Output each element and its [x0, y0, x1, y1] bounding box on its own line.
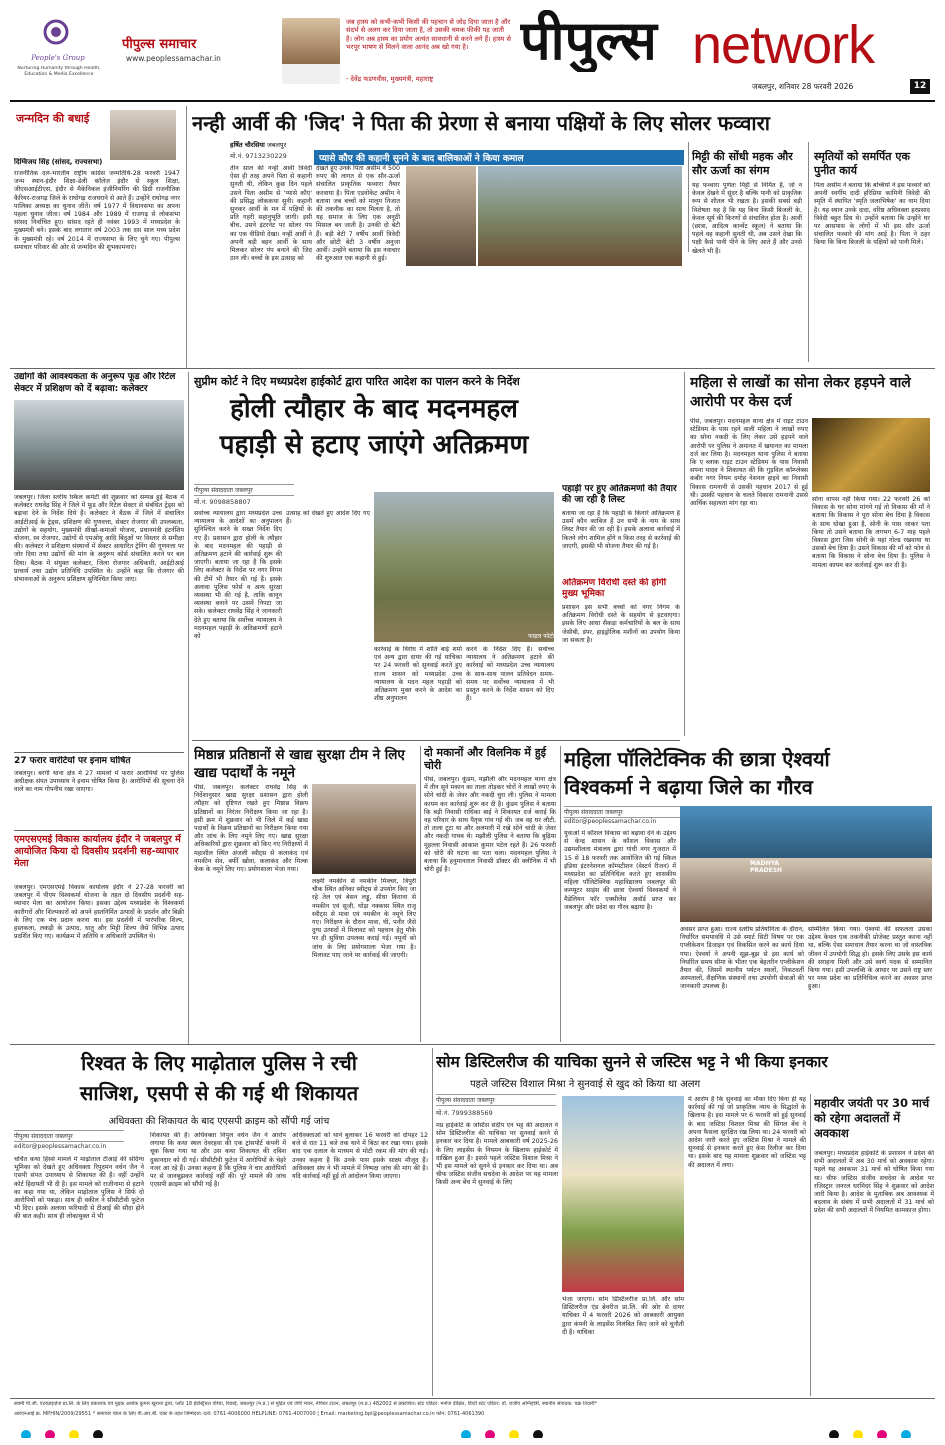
gold-col1: पीसं, जबलपुर। मदनमहल थाना क्षेत्र में राइट टाउन स्टेडियम के पास रहने वाली महिला ने लाखों रुपए का सोना नकदी के लिए लेकर उसे हड़पने वाले आरोपी पर पुलिस ने अमानत में खयानत का मामला दर्ज कर लिया है। मदनमहल थाना पुलिस ने बताया कि ए ब्लाक राइट टाउन स्टेडियम के पास निवासी सपना यादव ने शिकायत की कि गुड़विल कॉम्प्लेक्स कबीर नगर नियम दमोह नेशनल हाइवे का निवासी विकास रामनानी से उसकी पहचान 2017 से हुई थी। उसकी पहचान के चलते विकास रामनानी उससे आर्थिक सहायता मांग रहा था।: [690, 418, 808, 508]
group-tagline: Nurturing Humanity through Health, Education & Media Excellence: [17, 66, 101, 77]
poly-photo-banner: MADHYA PRADESH: [750, 860, 783, 874]
birthday-body: राजनीतिक दल-भारतीय राष्ट्रीय कांग्रेस जन्मतिथि-28 फरवरी 1947 जन्म स्थान-इंदौर शिक्षा-डेली कॉलेज इंदौर से स्कूल शिक्षा, जीएसआईटीएस, इंदौर से मैकेनिकल इंजीनियरिंग की डिग्री राजनीतिक कैरियर-राजगढ़ जिले के राघोगढ़ राजघराने से आते हैं। उन्होंने राघोगढ़ नगर पालिका अध्यक्ष का चुनाव जीतें। वर्ष 1977 में विधानसभा का अपना पहला चुनाव जीता। वर्ष 1984 और 1989 में राजगढ़ से लोकसभा सांसद निर्वाचित हुए। सांसद रहते ही नवंबर 1993 में मध्यप्रदेश के मुख्यमंत्री बने। इसके बाद लगातार वर्ष 2003 तक दस साल मध्य प्रदेश के मुख्यमंत्री रहे। वर्ष 2014 में राज्यसभा के लिए चुने गए। पीपुल्स समाचार परिवार की ओर से जन्मदिन की शुभकामनाएं।: [14, 170, 180, 251]
group-name: People's Group: [31, 54, 85, 62]
distillery-col3: में आरोप है कि सुनवाई का मौका दिए बिना ही यह कार्रवाई की गई जो प्राकृतिक न्याय के सिद्धांतों के खिलाफ है। इस मामले पर 6 फरवरी को हुई सुनवाई के बाद जस्टिस विशाल मिश्रा की सिंगल बेंच ने अपना फैसला सुरक्षित रख लिया था। 24 फरवरी को आदेश जारी करते हुए जस्टिस मिश्रा ने मामले की सुनवाई से इनकार करते हुए केस रिलीज कर दिया था। इसके बाद यह मामला शुक्रवार को जस्टिस भट्ट की अदालत में लगा।: [688, 1096, 806, 1169]
poly-col1: युवाओं में कौशल विकास को बढ़ावा देने के उद्देश्य से केन्द्र शासन के कौशल विकास और उद्यमशीलता मंत्रालय द्वारा गांधी नगर गुजरात में 15 से 18 फरवरी तक आयोजित की गई स्किल इंडिया इंटरनेशनल कॉम्पटीशन (वेस्टर्न रीजन) में मध्यप्रदेश का प्रतिनिधित्व करते हुए शासकीय महिला पॉलिटेक्निक महाविद्यालय जबलपुर की कम्प्यूटर साइंस की छात्रा ऐश्वर्या विश्वकर्मा ने मैडेलियन फॉर एक्सीलेंस अवॉर्ड प्राप्त कर जबलपुर और प्रदेश का गौरव बढ़ाया है।: [564, 830, 676, 911]
holi-sidebar-head: पहाड़ी पर हुए अतिक्रमणों की तैयार की जा रही है लिस्ट: [562, 484, 677, 505]
bribe-col2: शिकायत की है। अधिवक्ता विपुल वर्धन जैन ने आरोप लगाया कि कथा स्थल देवरहवा की एक ट्रांसपोर्ट कंपनी में चूक किया गया था और उस कथा शिकायत की दबिश दुकानदार को दी गई। सीसीटीवी फुटेज में आरोपियों के चेहरे नजर आ रहे हैं। उनका कहना है कि पुलिस ने चार आरोपियों पर से जानबूझकर कार्रवाई नहीं की। पूरे मामले की जांच एएसपी क्राइम को सौंपी गई है।: [150, 1132, 286, 1189]
paper-website[interactable]: www.peoplessamachar.in: [126, 54, 221, 63]
solar-mobile: मो.नं. 9713230229: [230, 152, 287, 160]
divider: [188, 372, 189, 1044]
divider: [808, 142, 809, 362]
msme-body: जबलपुर। एमएसएमई विकास कार्यालय इंदौर ने 27-28 फरवरी को जबलपुर में पीएम विश्वकर्मा योजना के तहत दो दिवसीय प्रदर्शनी सह-व्यापार मेला का आयोजन किया। इसका उद्देश्य मध्यप्रदेश के विश्वकर्मा कारीगरों और शिल्पकारों को अपने हस्तनिर्मित उत्पादों के प्रदर्शन और बिक्री के लिए एक मंच प्रदान करना था। इस प्रदर्शनी में पारंपरिक शिल्प, हस्तकला, लकड़ी के उत्पाद, धातु और मिट्टी शिल्प जैसे विभिन्न उत्पाद प्रदर्शित किए गए। कार्यक्रम में अतिथि व अधिकारी उपस्थित थे।: [14, 884, 184, 941]
distillery-col1: मप्र हाईकोर्ट के जस्टिस संदीप एन भट्ट की अदालत ने सोम डिस्टिलरीज की याचिका पर सुनवाई करने से इनकार कर दिया है। मामले आबकारी वर्ष 2025-26 के लिए लाइसेंस के नियमन के खिलाफ हाईकोर्ट में दाखिल हुआ है। इससे पहले जस्टिस विशाल मिश्रा ने भी इस मामले को सुनने से इनकार कर दिया था। अब चीफ जस्टिस संजीव सचदेवा के आदेश पर यह मामला किसी अन्य बेंच में सुनवाई के लिए: [436, 1122, 558, 1187]
divider: [14, 830, 184, 831]
distillery-byline-name: पीपुल्स संवाददाता: [436, 1097, 475, 1104]
divider: [10, 1044, 935, 1045]
poly-headline-2: विश्वकर्मा ने बढ़ाया जिले का गौरव: [564, 775, 813, 799]
birthday-photo: [110, 110, 176, 160]
birthday-name: दिग्विजय सिंह (सांसद, राज्यसभा): [14, 158, 103, 166]
gold-headline: महिला से लाखों का सोना लेकर हड़पने वाले आरोपी पर केस दर्ज: [690, 375, 911, 410]
poly-col2: अवसर प्राप्त हुआ। राज्य स्तरीय प्रतियोगिता के दौरान, निर्धारित समयावधि में उसे स्मार्ट सिटी विषय पर एक एप्लीकेशन डिजाइन एवं विकसित करने का कार्य दिया गया। ऐश्वर्या ने अपनी सूझ-बूझ से इस कार्य को निर्धारित समय सीमा के भीतर एक बेहतरीन एप्लीकेशन तैयार की, जिसमें स्थानीय पर्यटन स्थलों, निकटवर्ती अस्पतालों, शैक्षणिक संस्थानों तथा उपयोगी सेवाओं की जानकारी उपलब्ध है।: [680, 926, 804, 991]
food-photo: [312, 784, 416, 874]
smriti-headline: स्मृतियों को समर्पित एक पुनीत कार्य: [814, 150, 910, 177]
solar-col1: तीन साल की नन्हीं आर्वी त्रिवेदी ऐसा ही तरह अपने पिता से कहानी सुनती थी, लेकिन कुछ दिन पहले उसने पिता असीम से 'प्यासे कौए' की प्रसिद्ध लोककथा सुनी। कहानी सुनकर आर्वी के मन में पक्षियों के प्रति गहरी सहानुभूति जागी। इसी बीच, उसने इंटरनेट पर सोलर पंप का एक वीडियो देखा। नन्हीं आर्वी ने अपनी बड़ी बहन आर्वी के साथ मिलकर सोलर पंप बनाने की जिद ठान ली। बच्चों के इस उत्साह को: [230, 165, 312, 263]
bribe-email[interactable]: editor@peoplessamachar.co.in: [14, 1143, 107, 1150]
group-logo-icon: [28, 18, 84, 58]
solar-photo-child: [406, 166, 476, 266]
holi-kicker: सुप्रीम कोर्ट ने दिए मध्यप्रदेश हाईकोर्ट द्वारा पारित आदेश का पालन करने के निर्देश: [194, 375, 520, 388]
smriti-body: पिता असीम ने बताया कि बच्चियों ने इस फव्वारे को अपनी स्वर्गीय दादी हरिप्रिया कामिनी त्रिवेदी की स्मृति में स्थापित 'स्मृति जलाभिषेक' का नाम दिया है। यह स्थान उनके दादा, वरिष्ठ अधिवक्ता हरप्रसाद त्रिवेदी बहुत प्रिय थे। उन्होंने बताया कि उन्होंने घर पर आसपास के लोगों में भी इस सौर ऊर्जा संचालित फव्वारे की मांग आई है। पिता ने ठहर किया कि बिना बिजली के पक्षियों को पानी मिले।: [814, 182, 930, 247]
bribe-byline: [14, 1130, 124, 1142]
solar-photo-fountain: [478, 166, 682, 266]
birthday-title: जन्मदिन की बधाई: [16, 112, 90, 125]
gold-photo: [812, 418, 930, 492]
training-photo: [14, 400, 184, 490]
bribe-headline-1: रिश्वत के लिए माढ़ोताल पुलिस ने रची: [81, 1051, 357, 1075]
divider: [560, 746, 561, 1042]
masthead: [0, 0, 945, 100]
distillery-subhead: पहले जस्टिस विशाल मिश्रा ने सुनवाई से खुद को किया था अलग: [470, 1079, 701, 1090]
masthead-rule: [10, 100, 935, 102]
poly-headline-1: महिला पॉलिटेक्निक की छात्रा ऐश्वर्या: [564, 747, 830, 771]
divider: [10, 368, 935, 369]
holi-col1: सर्वोच्च न्यायालय द्वारा मध्यप्रदेश उच्च न्यायालय के आदेशों का अनुपालन सुनिश्चित करने के सख्त निर्देश दिए गए हैं। प्रशासन द्वारा होली के त्यौहार के बाद मदनमहल की पहाड़ी से अतिक्रमण हटाने की कार्रवाई शुरू की जाएगी। बताया जा रहा है कि इसके लिए कलेक्टर के निर्देश पर नगर निगम की टीमें भी तैयार की गई हैं। इसके अलावा पुलिस फोर्स व अन्य सुरक्षा व्यवस्था भी की गई है, ताकि कानून व्यवस्था बनाने पर उसमें निपटा जा सके। कलेक्टर राघवेंद्र सिंह ने जानकारी देते हुए बताया कि सर्वोच्च न्यायालय ने मदनमहल पहाड़ी के अतिक्रमणों हटाने को: [194, 510, 282, 641]
solar-headline: नन्ही आर्वी की 'जिद' ने पिता की प्रेरणा से बनाया पक्षियों के लिए सोलर फव्वारा: [192, 111, 770, 135]
registration-marks-icon: [20, 1429, 920, 1438]
divider: [192, 740, 680, 741]
bribe-headline-2: साजिश, एसपी से की गई थी शिकायत: [79, 1081, 359, 1105]
reward-headline: 27 फरार वारंटियों पर इनाम घोषित: [14, 756, 131, 766]
divider: [432, 1048, 433, 1396]
mahavir-body: जबलपुर। मध्यप्रदेश हाईकोर्ट के प्रशासन ने प्रदेश की सभी अदालतों में अब 30 मार्च को अवकाश रहेगा। पहले यह अवकाश 31 मार्च को घोषित किया गया था। चीफ जस्टिस संजीव सचदेवा के आदेश पर रजिस्ट्रार जनरल धरमिंदर सिंह ने शुक्रवार को आदेश जारी किया है। आदेश के मुताबिक अब आवश्यक में बदलाव के संबंध में सभी अदालतों में 31 मार्च को प्रदेश की सभी अदालतों में नियमित कामकाज होगा।: [814, 1150, 934, 1215]
holi-col4: करने के निर्देश दिए हैं। सर्वोच्च न्यायालय ने अतिक्रमण हटाने की कार्रवाई को मध्यप्रदेश उच्च न्यायालय के साथ-साथ पालन प्रतिवेदन समय-समय पर सर्वोच्च न्यायालय में भी प्रस्तुत करने के निर्देश शासन को दिए हैं।: [466, 646, 554, 703]
solar-col2: देखते हुए उनके पिता असीम ने 500 रुपए की लागत से एक सौर-ऊर्जा संचालित प्राकृतिक फव्वारा तैयार करवाया है। पिता एडवोकेट असीम ने बताया जब बच्चों को मालूम निजात की तकनीक का साथ मिलता है, तो यह समाज के लिए एक अनूठी मिसाल बन जाती है। उनकी दो बेटी हैं। बड़ी बेटी 7 वर्षीय आर्वी त्रिवेदी और छोटी बेटी 3 वर्षीय अनुजा आर्वी। उन्होंने बताया कि इस नवाचार की शुरुआत एक कहानी से हुई।: [316, 165, 400, 263]
cm-portrait: [282, 18, 340, 84]
holi-photo: [374, 492, 554, 642]
bribe-subhead: अधिवक्ता की शिकायत के बाद एएसपी क्राइम को सौंपी गई जांच: [108, 1116, 330, 1127]
distillery-byline: [436, 1094, 556, 1106]
poly-email[interactable]: editor@peoplessamachar.co.in: [564, 818, 657, 825]
holi-sidebar-head2: अतिक्रमण विरोधी दस्ते की होगी मुख्य भूमिका: [562, 578, 667, 599]
bribe-byline-place: जबलपुर: [54, 1133, 73, 1140]
bribe-col3: अधिवक्ताओं को थाने बुलाकर 16 फरवरी को दोपहर 12 बजे से रात 11 बजे तक थाने में बिठा कर रखा गया। इसके बाद एक दलाल के माध्यम से मोटी रकम की मांग की गई। उनका कहना है कि उनके पास इसके साक्ष्य मौजूद हैं। अधिवक्ता संघ ने भी मामले में निष्पक्ष जांच की मांग की है। यदि कार्रवाई नहीं हुई तो आंदोलन किया जाएगा।: [292, 1132, 428, 1181]
reward-body: जबलपुर। बरगी थाना क्षेत्र में 27 मामलों में फरार आरोपियों पर पुलिस अधीक्षक संपत उपाध्याय ने इनाम घोषित किया है। आरोपियों की सूचना देने वाले का नाम गोपनीय रखा जाएगा।: [14, 770, 184, 794]
distillery-mobile: मो.नं. 7999388569: [436, 1109, 493, 1117]
footer-imprint: स्वामी पी.जी. एंटरप्राइज़ेज प्रा.लि. के लिए प्रकाशक एवं मुद्रक अशोक कुमार खुराना द्वारा, प्लॉट 18 इंडस्ट्रियल एरिया, रिछाई, जबलपुर (म.प्र.) से मुद्रित एवं जेपी भवन, नेपियर टाउन, जबलपुर (म.प्र.) 482002 से प्रकाशित। स्टेट एडिटर: मनोज दीक्षित, डिप्टी स्टेट एडिटर: डॉ. राजीव अग्निहोत्री, स्थानीय संपादक: चक्र तिवारी*: [14, 1401, 597, 1407]
theft-body: पीसं, जबलपुर। कुंडम, मझौली और मदनमहल थाना क्षेत्र में तीन सूने मकान का ताला तोड़कर चोरों ने लाखों रुपए के सोने चांदी के जेवर और नकदी चुरा ली। पुलिस ने मामला कायम कर कार्रवाई शुरू कर दी है। कुंडम पुलिस ने बताया कि बड़ी निवासी राधिका बाई ने शिकायत दर्ज कराई कि वह परिवार के साथ पैतृक गांव गई थी। जब वह घर लौटी, तो ताला टूटा था और अलमारी में रखे सोने चांदी के जेवर और नकदी गायब थे। मझौली पुलिस ने बताया कि बुढ़िया मुहल्ला निवासी आकाश कुमार पटेल रहते हैं। 26 फरवरी को चोरी की घटना का पता चला। मदनमहल पुलिस ने बताया कि हनुमानताल निवासी डॉक्टर की क्लीनिक में भी चोरी हुई है।: [424, 776, 556, 874]
quote-text: जब हास्य को कभी-कभी किसी की पहचान से जोड़ दिया जाता है और संदर्भ से अलग कर दिया जाता है, तो उसकी चमक फीकी पड़ जाती है। लोग अब हास्य का प्रयोग अत्यंत सावधानी से करने लगे हैं। हास्य से भरपूर भाषण से मिलने वाला आनंद अब खो गया है।: [346, 18, 511, 51]
food-body: पीसं, जबलपुर। कलेक्टर राघवेंद्र सिंह के निर्देशानुसार खाद्य सुरक्षा प्रशासन द्वारा होली त्यौहार को दृष्टिगत रखते हुए मिष्ठान्न विक्रय प्रतिष्ठानों का निरंतर निरीक्षण किया जा रहा है। इसी क्रम में शुक्रवार को भी जिले में कई खाद्य पदार्थों के विक्रय प्रतिष्ठानों का निरीक्षण किया गया और जांच के लिए नमूने लिए गए। खाद्य सुरक्षा अधिकारियों द्वारा शुक्रवार को किए गए निरीक्षणों में महाशील स्थित अंजली स्वीट्स से कलाकंद एवं नमकीन सेव, बर्फी खोवा, कलाकंद और मिल्क केक के नमूने लिए गए। प्रयोगशाला भेजा गया।: [194, 784, 308, 874]
brand-english: network: [692, 15, 875, 75]
poly-byline: [564, 806, 684, 818]
poly-byline-name: पीपुल्स संवाददाता: [564, 809, 603, 816]
mitti-body: यह फव्वारा पूर्णतः मिट्टी से निर्मित है, जो न केवल देखने में सुंदर है बल्कि पानी को प्राकृतिक रूप से शीतल भी रखता है। इसकी सबसे बड़ी विशेषता यह है कि यह बिना किसी बिजली के, केवल सूर्य की किरणों से संचालित होता है। आर्वी (छात्रा, आदित्य कान्वेंट स्कूल) ने बताया कि पहले वह कहानी सुनती थी, अब उसने देखा कि पक्षी कैसे पानी पीने के लिए आते हैं और उनसे खेलते भी हैं।: [692, 182, 802, 255]
holi-sidebar-body2: प्रशासन इस सभी बच्चों को नगर निगम के अतिक्रमण विरोधी दस्ते के सहयोग से हटवाएगा। इसके लिए आधा सैकड़ा कर्मचारियों के बल के साथ जेसीबी, डंपर, हाइड्रोलिक मशीनों का उपयोग किया जा सकता है।: [562, 604, 680, 644]
poly-col3: सम्मिलित किया गया। ऐश्वर्या की सफलता उसका उद्देश्य केवल एक तकनीकी प्रोजेक्ट प्रस्तुत करना नहीं था, बल्कि ऐसा समाधान तैयार करना था जो वास्तविक जीवन में उपयोगी सिद्ध हो। इसके लिए उसके इस कार्य की सराहना मिली और उसे स्वर्ण पदक से सम्मानित किया गया। इसी उपलब्धि के आधार पर उसने राष्ट्र स्तर पर मध्य प्रदेश का प्रतिनिधित्व करने का अवसर प्राप्त हुआ।: [808, 926, 932, 991]
divider: [420, 746, 421, 1042]
training-body: जबलपुर। जिला स्तरीय स्किल कमेटी की शुक्रवार को सम्पन्न हुई बैठक में कलेक्टर राघवेंद्र सिंह ने जिले में फूड और रिटेल सेक्टर से संबंधित ट्रेड्स को बढ़ावा देने के निर्देश दिये हैं। कलेक्टर ने बैठक में जिले में संचालित आईटीआई के ट्रेड्स, प्रशिक्षण की गुणवत्ता, सेक्टर रोजगार की उपलब्धता, उद्योगों के सहयोग, मुख्यमंत्री सीखो-कमाओ योजना, प्रधानमंत्री इंटर्नशिप योजना, स्व रोजगार, उद्योगों से एमओयू आदि बिंदुओं पर विस्तार से समीक्षा की। कलेक्टर ने प्रशिक्षण संस्थानों में सेक्टर आधारित ट्रेनिंग की गुणवत्ता पर जोर दिया तथा उद्योगों की मांग के अनुरूप कोर्स संचालित करने पर बल दिया। बैठक में संयुक्त कलेक्टर, जिला रोजगार अधिकारी, आईटीआई प्राचार्य तथा उद्योग प्रतिनिधि उपस्थित थे। उन्होंने कहा कि रोजगार की संभावनाओं के अनुरूप प्रशिक्षण सुनिश्चित किया जाए।: [14, 494, 184, 584]
paper-name: पीपुल्स समाचार: [122, 37, 197, 52]
dateline: जबलपुर, शनिवार 28 फरवरी 2026: [752, 82, 854, 91]
solar-byline: [230, 140, 300, 149]
food-headline: मिष्ठान्न प्रतिष्ठानों से खाद्य सुरक्षा टीम ने लिए खाद्य पदार्थों के नमूने: [194, 747, 405, 781]
holi-mobile: मो.नं. 9098858807: [194, 498, 251, 506]
msme-headline: एमएसएमई विकास कार्यालय इंदौर ने जबलपुर में आयोजित किया दो दिवसीय प्रदर्शनी सह-व्यापार मेला: [14, 834, 181, 869]
footer-imprint2: आरएनआई क्र. MPHIN/2009/29551 * समाचार चयन के लिए पी.आर.बी. एक्ट के तहत जिम्मेदार। दर्ता: 0761-4006000 HELPLINE: 0761-4007000 | Email: marketing.bpl@peoplessamachar.co.in फोन: 0761-4061390: [14, 1411, 485, 1417]
distillery-col2: भेजा जाएगा। सोम डिस्टिलरीज प्रा.लि. और सोम डिस्टिलरीज एंड ब्रेवरीज प्रा.लि. की ओर से दायर याचिका में 4 फरवरी 2026 को आबकारी आयुक्त द्वारा कंपनी के लाइसेंस निलंबित किए जाने को चुनौती दी है। याचिका: [562, 1296, 684, 1336]
page-number: 12: [910, 79, 930, 94]
footer-rule: [10, 1398, 935, 1399]
mitti-headline: मिट्टी की सोंधी महक और सौर ऊर्जा का संगम: [692, 150, 793, 177]
birthday-box: [10, 108, 182, 366]
distillery-photo: [562, 1096, 684, 1292]
holi-headline-2: पहाड़ी से हटाए जाएंगे अतिक्रमण: [219, 430, 529, 460]
divider: [810, 1094, 811, 1396]
holi-headline-1: होली त्यौहार के बाद मदनमहल: [230, 394, 518, 424]
divider: [684, 372, 685, 736]
mahavir-headline: महावीर जयंती पर 30 मार्च को रहेगा अदालतों में अवकाश: [814, 1096, 930, 1140]
holi-sidebar-body: बताया जा रहा है कि पहाड़ी के किनारे अतिक्रमण है उसमें कौन काबिज हैं उन सभी के नाम के साथ लिस्ट तैयार की जा रही है। इसके अलावा कार्रवाई में कितने लोग शामिल होंगे व किस तरह से कार्रवाई की जाएगी, इसकी भी योजना तैयार की गई है।: [562, 510, 680, 550]
divider: [14, 752, 184, 753]
poly-byline-place: जबलपुर: [604, 809, 623, 816]
training-headline: उद्योगों की आवश्यकता के अनुरूप फूड और रिटेल सेक्टर में प्रशिक्षण को दें बढ़ावा: कलेक्टर: [14, 372, 176, 394]
brand-hindi: पीपुल्स: [520, 10, 657, 72]
quote-author: - देवेंद्र फडणवीस, मुख्यमंत्री, महाराष्ट्र: [346, 75, 434, 83]
divider: [688, 142, 689, 252]
solar-byline-place: जबलपुर: [266, 141, 287, 149]
holi-byline-name: पीपुल्स संवाददाता: [194, 487, 233, 494]
holi-byline: [194, 484, 294, 496]
bribe-byline-name: पीपुल्स संवाददाता: [14, 1133, 53, 1140]
divider: [186, 106, 187, 368]
group-logo: [28, 18, 84, 58]
bribe-col1: चर्चित कथा हिस्से मामले में माढ़ोताल टीआई की संदिग्ध भूमिका को देखते हुए अधिवक्ता रिपुदमन वर्धन जैन ने एसपी संपत उपाध्याय से शिकायत की है। वहीं उन्होंने कोर्ट हिदायती भी दी है। इस मामले को राजीनामा से हटाने का कहा गया था, लेकिन माढ़ोताल पुलिस ने सिर्फ दो आरोपियों को पकड़ा। साथ ही वकील ने सीसीटीवी फुटेज भी दिए। इसके अलावा फरियादी से टीआई की सौदा होने की बात कही। साथ ही लोकायुक्त में भी: [14, 1156, 144, 1221]
distillery-headline: सोम डिस्टिलरीज की याचिका सुनने से जस्टिस भट्ट ने भी किया इनकार: [436, 1053, 828, 1071]
holi-col1b: उत्साह को देखते हुए आदेश दिए गए हैं।: [286, 510, 370, 526]
theft-headline: दो मकानों और विलनिक में हुई चोरी: [424, 746, 547, 772]
registration-bar: [20, 1426, 920, 1438]
holi-photo-credit: फाइल फोटो: [528, 633, 554, 640]
gold-col2: सोना वापस नहीं किया गया। 22 फरवरी 26 को विकास के घर सोना मांगने गई तो विकास की माँ ने बताया कि विकास ने पूरा सोना बेच दिया है विकास के साथ धोखा हुआ है, सोनी के पास जाकर पता किया तो उसने बताया कि लगभग 6-7 माह पहले विकास द्वारा जिस सोनी के यहां गोल्ड रखवाया था उसको बेच दिया है। उसने विकास की माँ को फोन से बताया कि विकास ने सोना बेच दिया है। पुलिस ने मामला कायम कर कार्रवाई शुरू कर दी है।: [812, 496, 930, 569]
food-col2: लक्ष्मी नमकीन से नमकीन मिक्चर, त्रिपुरी चौक स्थित अनिका स्वीट्स से उपयोग किए जा रहे तेल एवं बेसन लड्डू, सीधा किराना से नमकीन एवं सूजी, घोड़ा नक्कास स्थित राजू स्वीट्स से मावा एवं नमकीन के नमूने लिए गए। निरीक्षण के दौरान मावा, घी, पनीर जैसे दुग्ध उत्पादों में मिलावट को पहचान हेतु मौके पर ही सुविधा उपलब्ध कराई गई। नमूनों को जांच के लिए प्रयोगशाला भेजा गया है। मिलावट पाए जाने पर कार्रवाई की जाएगी।: [312, 878, 416, 959]
holi-byline-place: जबलपुर: [234, 487, 253, 494]
solar-kicker: प्यासे कौए की कहानी सुनने के बाद बालिकाओं ने किया कमाल: [314, 150, 684, 165]
holi-col3: कार्रवाई के विरोध में शांति बाई शर्मा एवं अन्य द्वारा दायर की गई याचिका पर 24 फरवरी को सुनवाई करते हुए राज्य शासन को मध्यप्रदेश उच्च न्यायालय के मदन महल पहाड़ी को अतिक्रमण मुक्त करने के आदेश का शीघ्र अनुपालन: [374, 646, 462, 703]
distillery-byline-place: जबलपुर: [476, 1097, 495, 1104]
solar-byline-name: हर्षित चौरसिया: [230, 141, 265, 149]
